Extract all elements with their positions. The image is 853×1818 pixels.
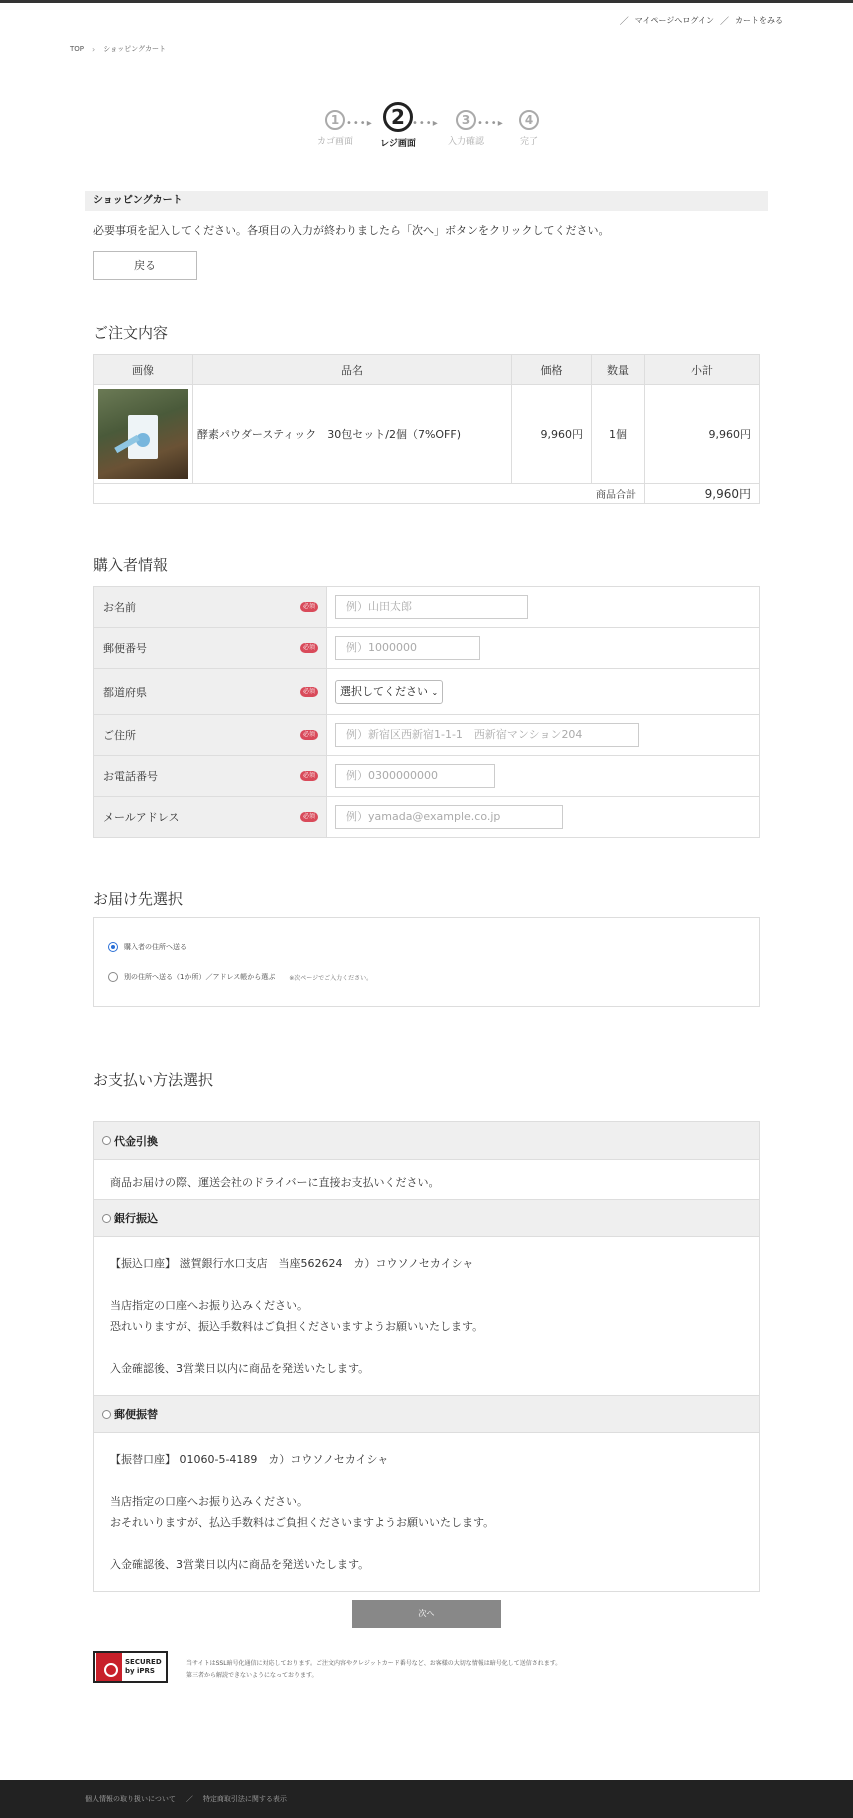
column-header: 画像: [94, 355, 193, 385]
chevron-down-icon: ⌄: [431, 687, 439, 697]
step-label: 完了: [519, 137, 538, 147]
description-line: 当店指定の口座へお振り込みください。: [110, 1299, 308, 1312]
description-line: 【振替口座】 01060-5-4189 カ）コウソノセカイシャ: [110, 1453, 389, 1466]
ssl-badge[interactable]: [93, 1651, 168, 1683]
step-label: レジ画面: [380, 139, 416, 149]
step-label: 入力確認: [447, 137, 484, 147]
column-header: 数量: [592, 355, 645, 385]
description-line: 入金確認後、3営業日以内に商品を発送いたします。: [110, 1362, 370, 1375]
required-badge: 必須: [300, 812, 318, 822]
arrow-right-icon: •••▸: [346, 118, 373, 129]
name-input[interactable]: 例）山田太郎: [335, 595, 528, 619]
buyer-form: [93, 586, 760, 838]
form-row-name: [94, 587, 760, 628]
chevron-right-icon: ›: [92, 44, 96, 54]
ssl-badge-line1: SECURED: [125, 1658, 162, 1666]
radio-icon[interactable]: [102, 1136, 111, 1145]
column-header: 価格: [512, 355, 592, 385]
payment-name: 郵便振替: [114, 1408, 158, 1421]
breadcrumb-current: ショッピングカート: [103, 45, 166, 53]
step-number: 3: [456, 110, 476, 130]
next-button[interactable]: 次へ: [352, 1600, 501, 1628]
product-image-cell: [94, 385, 193, 484]
radio-icon[interactable]: [108, 972, 118, 982]
email-input[interactable]: 例）yamada@example.co.jp: [335, 805, 563, 829]
column-header: 品名: [193, 355, 512, 385]
view-cart-link[interactable]: カートをみる: [735, 16, 783, 25]
required-badge: 必須: [300, 687, 318, 697]
form-row-email: [94, 797, 760, 838]
tokusho-link[interactable]: 特定商取引法に関する表示: [202, 1795, 287, 1803]
payment-options: [93, 1121, 760, 1592]
description-line: 恐れいりますが、振込手数料はご負担くださいますようお願いいたします。: [110, 1320, 484, 1333]
payment-option-postal[interactable]: [94, 1395, 759, 1433]
payment-option-cod[interactable]: [94, 1122, 759, 1160]
table-header-row: [94, 355, 760, 385]
description-line: 当店指定の口座へお振り込みください。: [110, 1495, 308, 1508]
select-value: 選択してください: [340, 684, 428, 698]
ssl-badge-line2: by iPRS: [125, 1667, 155, 1675]
field-label: 郵便番号: [103, 642, 147, 655]
required-badge: 必須: [300, 643, 318, 653]
top-bar: [0, 0, 853, 3]
step-number: 1: [325, 110, 345, 130]
field-label: メールアドレス: [103, 811, 180, 824]
payment-option-bank[interactable]: [94, 1199, 759, 1237]
product-image[interactable]: [98, 389, 188, 479]
form-row-address: [94, 715, 760, 756]
delivery-option-buyer[interactable]: [108, 942, 187, 952]
breadcrumb: [70, 44, 166, 54]
back-button[interactable]: 戻る: [93, 251, 197, 280]
phone-input[interactable]: 例）0300000000: [335, 764, 495, 788]
form-row-zip: [94, 628, 760, 669]
required-badge: 必須: [300, 730, 318, 740]
product-name: 酵素パウダースティック 30包セット/2個（7%OFF): [193, 385, 512, 484]
description-line: 【振込口座】 滋賀銀行水口支店 当座562624 カ）コウソノセカイシャ: [110, 1257, 474, 1270]
payment-name: 銀行振込: [114, 1212, 158, 1225]
description-line: [110, 1470, 743, 1491]
field-label: 都道府県: [103, 685, 147, 699]
payment-description: [94, 1160, 759, 1199]
delivery-section-title: お届け先選択: [93, 890, 184, 908]
product-subtotal: 9,960円: [645, 385, 760, 484]
slash-icon: ／: [619, 17, 629, 27]
form-row-prefecture: [94, 669, 760, 715]
step-4: [504, 110, 554, 147]
option-note: ※次ページでご入力ください。: [289, 974, 373, 982]
slash-icon: ／: [185, 1795, 193, 1803]
table-row: [94, 385, 760, 484]
form-row-phone: [94, 756, 760, 797]
step-label: カゴ画面: [316, 137, 353, 147]
total-row: [94, 484, 760, 504]
cart-heading: ショッピングカート: [85, 191, 768, 211]
description-line: [110, 1274, 743, 1295]
buyer-section-title: 購入者情報: [93, 556, 169, 574]
radio-selected-icon[interactable]: [108, 942, 118, 952]
payment-description: [94, 1433, 759, 1591]
order-table: [93, 354, 760, 504]
step-number: 4: [519, 110, 539, 130]
total-value: 9,960円: [645, 484, 760, 504]
field-label: お名前: [103, 601, 136, 614]
radio-icon[interactable]: [102, 1410, 111, 1419]
delivery-options: [93, 917, 760, 1007]
field-label: ご住所: [103, 729, 136, 742]
ssl-notice: 当サイトはSSL暗号化通信に対応しております。ご注文内容やクレジットカード番号など、お客様の大切な情報は暗号化して送信されます。第三者から解読できないようになっております。: [186, 1660, 562, 1679]
required-badge: 必須: [300, 602, 318, 612]
field-label: お電話番号: [103, 770, 158, 783]
payment-description: [94, 1237, 759, 1395]
delivery-option-other[interactable]: [108, 972, 372, 982]
description-line: 入金確認後、3営業日以内に商品を発送いたします。: [110, 1558, 370, 1571]
footer: [0, 1780, 853, 1818]
description-line: [110, 1337, 743, 1358]
arrow-right-icon: •••▸: [477, 118, 504, 129]
option-label: 別の住所へ送る（1か所）／アドレス帳から選ぶ: [124, 973, 276, 981]
zip-input[interactable]: 例）1000000: [335, 636, 480, 660]
checkout-steps: [310, 105, 560, 160]
arrow-right-icon: •••▸: [412, 118, 439, 129]
step-2: [373, 105, 423, 149]
radio-icon[interactable]: [102, 1214, 111, 1223]
lock-icon: [96, 1653, 122, 1681]
column-header: 小計: [645, 355, 760, 385]
slash-icon: ／: [719, 17, 729, 27]
address-input[interactable]: 例）新宿区西新宿1-1-1 西新宿マンション204: [335, 723, 639, 747]
order-section-title: ご注文内容: [93, 324, 169, 342]
breadcrumb-top[interactable]: TOP: [70, 45, 85, 53]
privacy-link[interactable]: 個人情報の取り扱いについて: [85, 1795, 176, 1803]
payment-name: 代金引換: [114, 1134, 158, 1148]
step-number: 2: [383, 102, 413, 132]
payment-section-title: お支払い方法選択: [93, 1071, 214, 1089]
header-links: [620, 14, 783, 27]
prefecture-select[interactable]: [335, 680, 443, 704]
instruction-text: 必要事項を記入してください。各項目の入力が終わりましたら「次へ」ボタンをクリックしてください。: [93, 224, 610, 237]
required-badge: 必須: [300, 771, 318, 781]
option-label: 購入者の住所へ送る: [124, 943, 187, 951]
description-line: 商品お届けの際、運送会社のドライバーに直接お支払いください。: [110, 1176, 440, 1189]
mypage-login-link[interactable]: マイページへログイン: [634, 16, 714, 25]
total-label: 商品合計: [94, 484, 645, 504]
product-qty: 1個: [592, 385, 645, 484]
product-price: 9,960円: [512, 385, 592, 484]
description-line: [110, 1533, 743, 1554]
description-line: おそれいりますが、払込手数料はご負担くださいますようお願いいたします。: [110, 1516, 495, 1529]
